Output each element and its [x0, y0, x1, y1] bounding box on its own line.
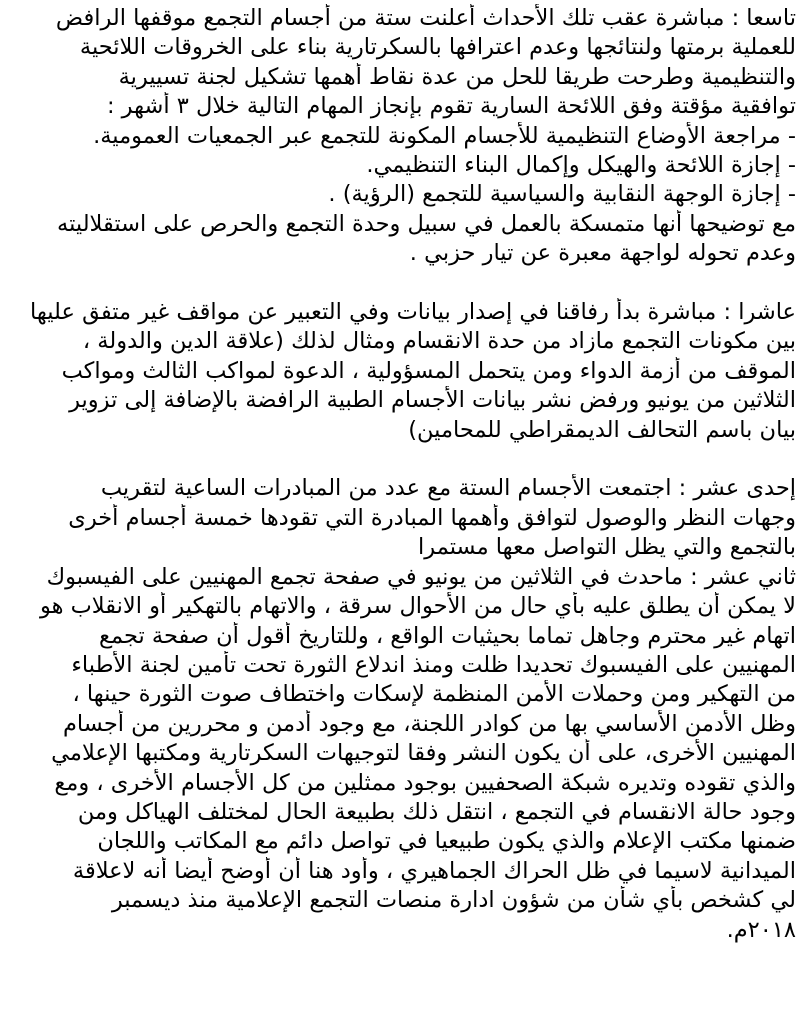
paragraph-gap — [6, 269, 796, 298]
text-line: إحدى عشر : اجتمعت الأجسام الستة مع عدد من المبادرات الساعية لتقريب — [100, 475, 796, 502]
list-item: - إجازة الوجهة النقابية والسياسية للتجمع (الرؤية) . — [328, 181, 796, 208]
text-line: المهنيين الأخرى، على أن يكون النشر وفقا لتوجيهات السكرتارية ومكتبها الإعلامي — [51, 740, 796, 767]
text-line: ضمنها مكتب الإعلام والذي يكون طبيعيا في تواصل دائم مع المكاتب واللجان — [97, 828, 796, 855]
text-line: تاسعا : مباشرة عقب تلك الأحداث أعلنت ستة من أجسام التجمع موقفها الرافض — [55, 5, 796, 31]
text-line: الثلاثين من يونيو ورفض نشر بيانات الأجسام الطبية الرافضة بالإضافة إلى تزوير — [69, 387, 796, 414]
text-line: وعدم تحوله لواجهة معبرة عن تيار حزبي . — [409, 240, 796, 267]
section-tenth — [6, 298, 796, 445]
text-line: المهنيين على الفيسبوك تحديدا ظلت ومنذ اندلاع الثورة تحت تأمين لجنة الأطباء — [71, 651, 796, 678]
list-item: - إجازة اللائحة والهيكل وإكمال البناء التنظيمي. — [366, 152, 796, 179]
text-line: من التهكير ومن وحملات الأمن المنظمة لإسكات واختطاف صوت الثورة حينها ، — [72, 681, 796, 708]
text-line: للعملية برمتها ولنتائجها وعدم اعترافها بالسكرتارية بناء على الخروقات اللائحية — [79, 34, 796, 61]
section-ninth — [6, 4, 796, 269]
text-line: لي كشخص بأي شأن من شؤون ادارة منصات التجمع الإعلامية منذ ديسمبر — [111, 887, 796, 914]
text-line: والذي تقوده وتديره شبكة الصحفيين بوجود ممثلين من كل الأجسام الأخرى ، ومع — [54, 769, 796, 796]
list-item: - مراجعة الأوضاع التنظيمية للأجسام المكونة للتجمع عبر الجمعيات العمومية. — [93, 122, 796, 149]
text-line: الموقف من أزمة الدواء ومن يتحمل المسؤولية ، الدعوة لمواكب الثالث ومواكب — [61, 357, 796, 384]
text-line: بيان باسم التحالف الديمقراطي للمحامين) — [408, 416, 796, 443]
text-line: مع توضيحها أنها متمسكة بالعمل في سبيل وحدة التجمع والحرص على استقلاليته — [57, 210, 796, 237]
text-line: بالتجمع والتي يظل التواصل معها مستمرا — [418, 534, 796, 561]
text-line: وجهات النظر والوصول لتوافق وأهمها المبادرة التي تقودها خمسة أجسام أخرى — [68, 504, 796, 531]
text-line: وظل الأدمن الأساسي بها من كوادر اللجنة، مع وجود أدمن و محررين من أجسام — [62, 710, 796, 737]
paragraph-gap — [6, 445, 796, 474]
section-eleventh-twelfth — [6, 474, 796, 945]
text-line: اتهام غير محترم وجاهل تماما بحيثيات الواقع ، وللتاريخ أقول أن صفحة تجمع — [99, 622, 796, 649]
text-line: ثاني عشر : ماحدث في الثلاثين من يونيو في صفحة تجمع المهنيين على الفيسبوك — [46, 563, 796, 590]
text-line: وجود حالة الانقسام في التجمع ، انتقل ذلك بطبيعة الحال لمختلف الهياكل ومن — [77, 798, 796, 825]
text-line: عاشرا : مباشرة بدأ رفاقنا في إصدار بيانات وفي التعبير عن مواقف غير متفق عليها — [30, 299, 796, 326]
text-line: الميدانية لاسيما في ظل الحراك الجماهيري ، وأود هنا أن أوضح أيضا أنه لاعلاقة — [72, 857, 796, 884]
text-line: لا يمكن أن يطلق عليه بأي حال من الأحوال سرقة ، والاتهام بالتهكير أو الانقلاب هو — [39, 593, 796, 620]
text-line: بين مكونات التجمع مازاد من حدة الانقسام ومثال لذلك (علاقة الدين والدولة ، — [82, 328, 796, 355]
text-line: ٢٠١٨م. — [726, 916, 796, 943]
text-line: والتنظيمية وطرحت طريقا للحل من عدة نقاط أهمها تشكيل لجنة تسييرية — [118, 63, 796, 90]
text-line: توافقية مؤقتة وفق اللائحة السارية تقوم بإنجاز المهام التالية خلال ٣ أشهر : — [106, 93, 796, 120]
